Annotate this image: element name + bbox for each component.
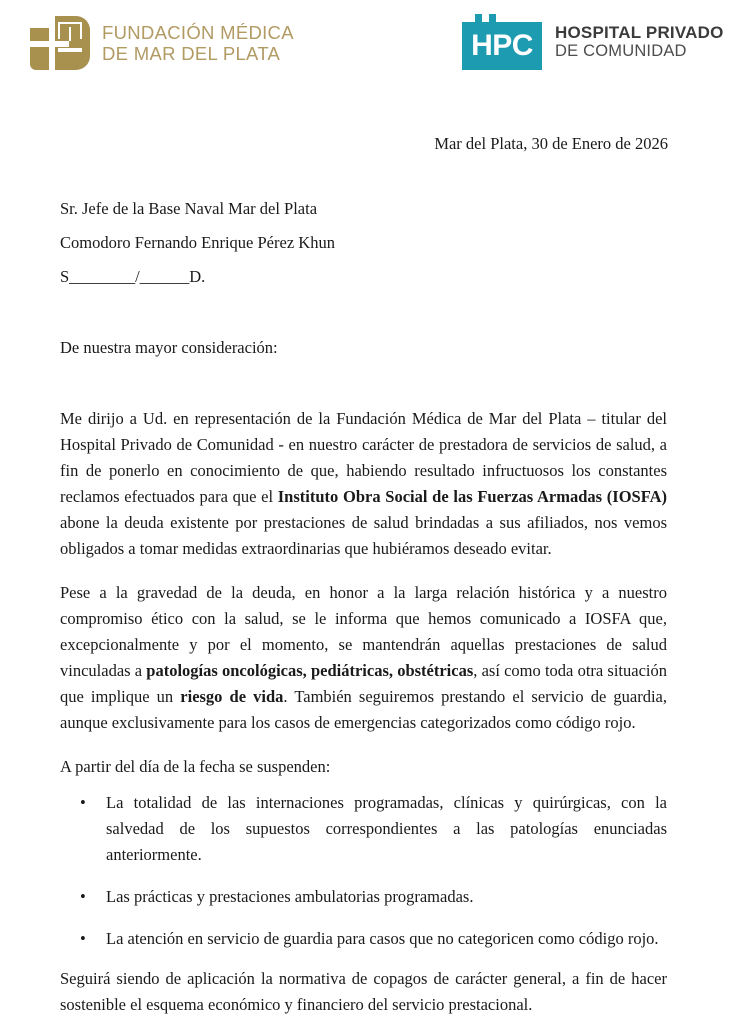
paragraph-1-bold-iosfa: Instituto Obra Social de las Fuerzas Armadas (IOSFA)	[277, 487, 667, 506]
fundacion-medica-wordmark	[102, 22, 294, 64]
list-item-text: Las prácticas y prestaciones ambulatorias programadas.	[106, 887, 474, 906]
date-line: Mar del Plata, 30 de Enero de 2026	[434, 134, 668, 153]
list-item	[60, 884, 667, 910]
logo-corner-notch	[29, 15, 49, 28]
addressee-line-2: Comodoro Fernando Enrique Pérez Khun	[60, 233, 335, 252]
fundacion-medica-line1: FUNDACIÓN MÉDICA	[102, 22, 294, 43]
bullet-icon: •	[80, 887, 86, 906]
paragraph-1-part-2: abone la deuda existente por prestaciones de salud brindadas a sus afiliados, nos vemos obligados a tomar medidas extraordinarias que hubiéramos deseado evitar.	[60, 513, 667, 558]
logo-building-glyph	[58, 22, 82, 39]
list-item-text: La atención en servicio de guardia para casos que no categoricen como código rojo.	[106, 929, 659, 948]
logo-building-base	[58, 48, 82, 52]
list-item-text: La totalidad de las internaciones programadas, clínicas y quirúrgicas, con la salvedad de los supuestos correspondientes a las patologías enunciadas anteriormente.	[106, 793, 667, 864]
hpc-monogram-text: HPC	[471, 29, 533, 62]
paragraph-2-part-3: . También seguiremos prestando el servicio de guardia, aunque exclusivamente para los casos de emergencias categorizados como código rojo.	[60, 687, 667, 732]
suspension-list	[60, 790, 667, 952]
salutation: De nuestra mayor consideración:	[60, 338, 278, 357]
fundacion-medica-line2: DE MAR DEL PLATA	[102, 43, 281, 64]
fundacion-medica-cross-icon	[30, 16, 90, 70]
bullet-icon: •	[80, 929, 86, 948]
logo-cross-horizontal	[29, 41, 69, 47]
paragraph-3: Seguirá siendo de aplicación la normativa de copagos de carácter general, a fin de hacer sostenible el esquema económico y financiero del servicio prestacional.	[60, 969, 667, 1014]
letterhead	[0, 0, 730, 96]
hospital-privado-line2: DE COMUNIDAD	[555, 42, 687, 60]
hospital-privado-logo	[462, 14, 724, 70]
list-item	[60, 790, 667, 868]
addressee-line-3: S________/______D.	[60, 267, 206, 286]
addressee-block	[60, 199, 670, 287]
addressee-line-1: Sr. Jefe de la Base Naval Mar del Plata	[60, 199, 318, 218]
paragraph-2	[60, 580, 667, 736]
list-item	[60, 926, 667, 952]
letter-body	[60, 406, 667, 1036]
paragraph-2-bold-riesgo-vida: riesgo de vida	[180, 687, 284, 706]
paragraph-1-part-1: Me dirijo a Ud. en representación de la Fundación Médica de Mar del Plata – titular del Hospital Privado de Comunidad - en nuestro carácter de prestadora de servicios de salud, a fin de ponerlo en conocimiento de que, habiendo resultado infructuosos los constantes reclamos efectuados para que el	[60, 409, 667, 506]
fundacion-medica-logo	[30, 16, 294, 70]
paragraph-2-bold-patologias: patologías oncológicas, pediátricas, obstétricas	[146, 661, 474, 680]
hpc-monogram-icon	[462, 14, 542, 70]
suspension-intro: A partir del día de la fecha se suspenden:	[60, 757, 331, 776]
paragraph-1	[60, 406, 667, 562]
paragraph-2-part-2: , así como toda otra situación que implique un	[60, 661, 667, 706]
bullet-icon: •	[80, 793, 86, 812]
hospital-privado-line1: HOSPITAL PRIVADO	[555, 23, 724, 42]
hospital-privado-wordmark	[555, 23, 724, 61]
paragraph-2-part-1: Pese a la gravedad de la deuda, en honor a la larga relación histórica y a nuestro compromiso ético con la salud, se le informa que hemos comunicado a IOSFA que, excepcionalmente y por el momento, se mantendrán aquellas prestaciones de salud vinculadas a	[60, 583, 667, 680]
